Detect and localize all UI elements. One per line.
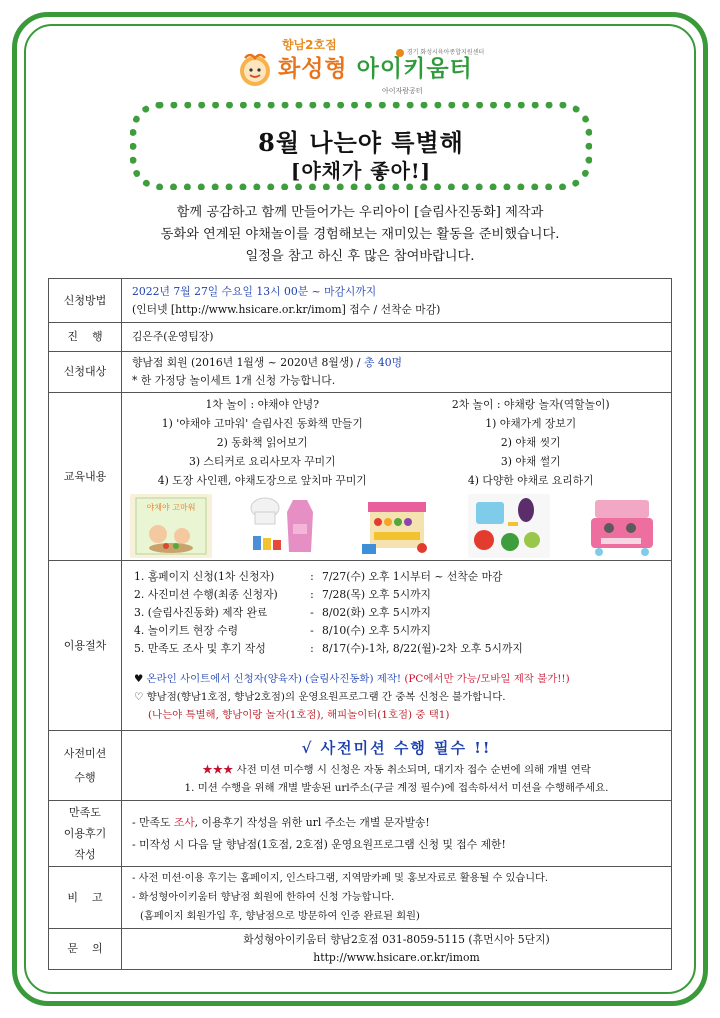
title-box xyxy=(130,102,592,190)
contact-url[interactable]: http://www.hsicare.or.kr/imom xyxy=(313,951,480,964)
content-apply xyxy=(122,279,672,323)
step-name: 4. 놀이키트 현장 수령 xyxy=(134,623,239,637)
step-name: 5. 만족도 조사 및 후기 작성 xyxy=(134,641,266,655)
child-face-icon xyxy=(236,50,274,88)
step-when: 7/27(수) 오후 1시부터 ~ 선착순 마감 xyxy=(322,569,503,583)
stars-icon: ★★★ xyxy=(202,763,234,776)
edu-col2-item: 1) 야채가게 장보기 xyxy=(485,417,577,430)
content-contact xyxy=(122,929,672,970)
procedure-note-1 xyxy=(134,670,659,688)
activity-photos xyxy=(128,494,665,558)
content-note xyxy=(122,867,672,929)
heart-outline-icon: ♡ xyxy=(134,690,144,703)
mission-line-1 xyxy=(132,761,661,779)
center-logo xyxy=(396,47,484,57)
center-logo-text: 경기 화성시육아종합지원센터 xyxy=(406,49,485,56)
procedure-note-3: (나는야 특별해, 향남이랑 놀자(1호점), 해피놀이터(1호점) 중 택1) xyxy=(148,708,450,721)
row-contact xyxy=(49,929,672,970)
row-note xyxy=(49,867,672,929)
logo-subtitle: 아이자람공터 xyxy=(382,87,423,95)
chef-hat-apron-photo xyxy=(243,494,325,558)
content-edu xyxy=(122,393,672,561)
survey-line-2: - 미작성 시 다음 달 향남점(1호점, 2호점) 운영요원프로그램 신청 및 접수 제한! xyxy=(132,837,506,851)
edu-col1-item: 3) 스티커로 요리사모자 꾸미기 xyxy=(188,455,336,468)
edu-col-2 xyxy=(397,395,666,490)
edu-col2-item: 4) 다양한 야채로 요리하기 xyxy=(467,474,594,487)
apply-method: (인터넷 [http://www.hsicare.or.kr/imom] 접수 / 선착순 마감) xyxy=(132,302,441,316)
label-contact: 문 의 xyxy=(49,929,122,970)
step-name: 3. (슬림사진동화) 제작 완료 xyxy=(134,605,268,619)
note-line-1: - 사전 미션·이용 후기는 홈페이지, 인스타그램, 지역맘카페 및 홍보자료로 활용될 수 있습니다. xyxy=(132,873,549,884)
survey-label-line1: 만족도 xyxy=(69,806,101,819)
note-line-2: - 화성형아이키움터 향남점 회원에 한하여 신청 가능합니다. xyxy=(132,892,395,903)
info-table xyxy=(48,278,672,970)
step-separator: : xyxy=(310,587,314,601)
edu-col2-item: 3) 야채 썰기 xyxy=(500,455,561,468)
label-target: 신청대상 xyxy=(49,352,122,393)
procedure-step xyxy=(134,640,659,658)
page-title: 8월 나는야 특별해 xyxy=(258,128,464,157)
row-procedure xyxy=(49,561,672,731)
storybook-photo xyxy=(130,494,212,558)
step-when: 8/10(수) 오후 5시까지 xyxy=(322,623,431,637)
proceed-value: 김은주(운영팀장) xyxy=(132,330,214,343)
label-mission xyxy=(49,731,122,801)
edu-col2-item: 2차 놀이 : 야채랑 놀자(역할놀이) xyxy=(451,398,610,411)
target-members: 향남점 회원 (2016년 1월생 ~ 2020년 8월생) / xyxy=(132,356,364,369)
procedure-step xyxy=(134,568,659,586)
procedure-note-2 xyxy=(134,688,659,706)
edu-columns xyxy=(128,395,665,490)
mission-title: √ 사전미션 수행 필수 !! xyxy=(301,738,492,757)
edu-col1-item: 2) 동화책 읽어보기 xyxy=(216,436,308,449)
procedure-step xyxy=(134,604,659,622)
content-survey xyxy=(122,801,672,867)
mission-label-line2: 수행 xyxy=(74,770,96,784)
edu-col1-item: 4) 도장 사인펜, 야채도장으로 앞치마 꾸미기 xyxy=(157,474,367,487)
content-mission xyxy=(122,731,672,801)
toy-kitchen-photo xyxy=(581,494,663,558)
intro-line-2: 동화와 연계된 야채놀이를 경험해보는 재미있는 활동을 준비했습니다. xyxy=(160,227,560,242)
intro-line-3: 일정을 참고 하신 후 많은 참여바랍니다. xyxy=(245,249,475,264)
label-edu: 교육내용 xyxy=(49,393,122,561)
survey-label-line2: 이용후기 xyxy=(63,827,107,840)
mission-cancel-text: 사전 미션 미수행 시 신청은 자동 취소되며, 대기자 접수 순번에 의해 개별 연락 xyxy=(233,763,591,776)
step-separator: - xyxy=(310,605,314,619)
target-line-2: * 한 가정당 놀이세트 1개 신청 가능합니다. xyxy=(132,374,336,387)
step-separator: : xyxy=(310,569,314,583)
survey-text-b: 조사 xyxy=(173,815,195,829)
content-proceed xyxy=(122,323,672,352)
intro-line-1: 함께 공감하고 함께 만들어가는 우리아이 [슬림사진동화] 제작과 xyxy=(176,205,544,220)
content-procedure xyxy=(122,561,672,731)
logo-name-part2: 아이키움터 xyxy=(356,56,473,82)
survey-text-c: , 이용후기 작성을 위한 url 주소는 개별 문자발송! xyxy=(194,815,430,829)
row-mission xyxy=(49,731,672,801)
target-line-1 xyxy=(132,354,661,372)
content-target xyxy=(122,352,672,393)
mission-label-line1: 사전미션 xyxy=(63,746,107,760)
heart-icon: ♥ xyxy=(134,672,144,685)
label-proceed: 진 행 xyxy=(49,323,122,352)
note1-warning: (PC에서만 가능/모바일 제작 불가!!) xyxy=(404,672,570,685)
step-when: 8/17(수)-1차, 8/22(월)-2차 오후 5시까지 xyxy=(322,641,523,655)
storybook-title: 야채야 고마워 xyxy=(146,503,196,512)
procedure-step xyxy=(134,622,659,640)
row-proceed xyxy=(49,323,672,352)
row-apply xyxy=(49,279,672,323)
label-procedure: 이용절차 xyxy=(49,561,122,731)
note1-main: 온라인 사이트에서 신청자(양육자) (슬림사진동화) 제작! xyxy=(146,672,405,685)
page-subtitle: [야채가 좋아!] xyxy=(290,159,432,183)
edu-col-1 xyxy=(128,395,397,490)
intro-text xyxy=(60,202,660,268)
survey-text-a: - 만족도 xyxy=(132,815,174,829)
contact-line-1: 화성형아이키움터 향남2호점 031-8059-5115 (휴먼시아 5단지) xyxy=(243,933,550,946)
edu-col1-item: 1차 놀이 : 야채야 안녕? xyxy=(205,398,319,411)
target-count: 총 40명 xyxy=(364,356,403,369)
step-when: 8/02(화) 오후 5시까지 xyxy=(322,605,431,619)
step-name: 2. 사진미션 수행(최종 신청자) xyxy=(134,587,278,601)
row-survey xyxy=(49,801,672,867)
label-survey xyxy=(49,801,122,867)
vegetable-shop-photo xyxy=(356,494,438,558)
logo-name-part1: 화성형 xyxy=(278,56,348,82)
row-target xyxy=(49,352,672,393)
label-apply: 신청방법 xyxy=(49,279,122,323)
organization-logo xyxy=(236,36,486,100)
edu-col1-item: 1) '야채야 고마워' 슬림사진 동화책 만들기 xyxy=(161,417,363,430)
edu-col2-item: 2) 야채 씻기 xyxy=(500,436,561,449)
apply-period: 2022년 7월 27일 수요일 13시 00분 ~ 마감시까지 xyxy=(132,284,377,298)
note2-text: 향남점(향남1호점, 향남2호점)의 운영요원프로그램 간 중복 신청은 불가합니다. xyxy=(146,690,506,703)
row-edu xyxy=(49,393,672,561)
procedure-step xyxy=(134,586,659,604)
vegetable-cutting-photo xyxy=(468,494,550,558)
survey-line-1 xyxy=(132,812,661,834)
mission-line-2: 1. 미션 수행을 위해 개별 발송된 url주소(구글 계정 필수)에 접속하셔서 미션을 수행해주세요. xyxy=(184,781,609,794)
note-line-3: (홈페이지 회원가입 후, 향남점으로 방문하여 인증 완료된 회원) xyxy=(140,911,420,922)
logo-branch: 향남2호점 xyxy=(282,38,337,52)
center-logo-icon xyxy=(396,49,404,57)
survey-label-line3: 작성 xyxy=(74,848,96,861)
label-note: 비 고 xyxy=(49,867,122,929)
step-name: 1. 홈페이지 신청(1차 신청자) xyxy=(134,569,275,583)
step-when: 7/28(목) 오후 5시까지 xyxy=(322,587,431,601)
step-separator: - xyxy=(310,623,314,637)
step-separator: : xyxy=(310,641,314,655)
